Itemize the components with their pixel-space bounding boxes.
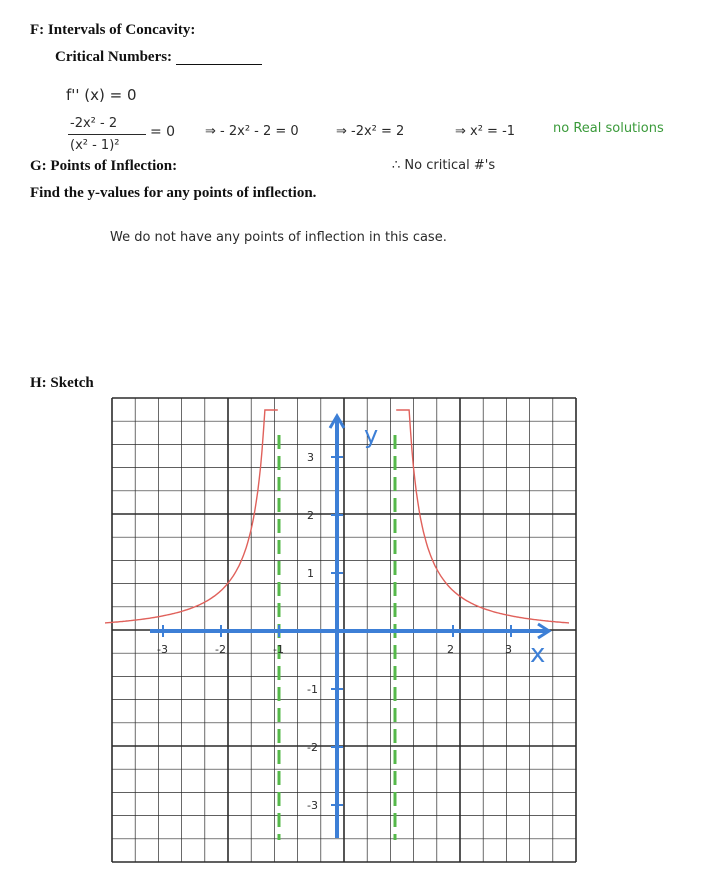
work-eq-zero: = 0 [150,124,176,140]
work-numerator: -2x² - 2 [70,116,118,131]
work-denominator: (x² - 1)² [70,138,120,153]
no-critical-conclusion: ∴ No critical #'s [392,158,496,173]
x-tick-label: 3 [505,643,512,656]
x-tick-label: -3 [157,643,168,656]
y-tick-label: 2 [307,509,314,522]
curve-left-branch [105,410,278,623]
work-step-3: ⇒ -2x² = 2 [336,124,405,139]
find-y-values-text: Find the y-values for any points of inflection. [30,185,317,201]
section-h-label: H: Sketch [30,375,94,391]
y-tick-label: 3 [307,451,314,464]
work-step-4: ⇒ x² = -1 [455,124,516,139]
section-g-label: G: Points of Inflection: [30,158,178,174]
y-tick-label: -1 [307,683,318,696]
axes [150,416,549,838]
x-tick-label: -1 [273,643,284,656]
y-tick-label: 1 [307,567,314,580]
y-tick-label: -2 [307,741,318,754]
inflection-answer: We do not have any points of inflection in this case. [110,230,447,245]
curve-right-branch [396,410,569,623]
x-tick-label: 2 [447,643,454,656]
x-axis-label: x [530,639,546,669]
critical-numbers-label: Critical Numbers: [55,49,173,65]
section-f-label: F: Intervals of Concavity: [30,22,196,38]
x-tick-label: -2 [215,643,226,656]
y-axis-label: y [364,421,379,449]
y-tick-label: -3 [307,799,318,812]
no-real-solutions-note: no Real solutions [553,121,664,136]
work-step-2: ⇒ - 2x² - 2 = 0 [205,124,299,139]
work-line-1: f'' (x) = 0 [66,86,137,104]
